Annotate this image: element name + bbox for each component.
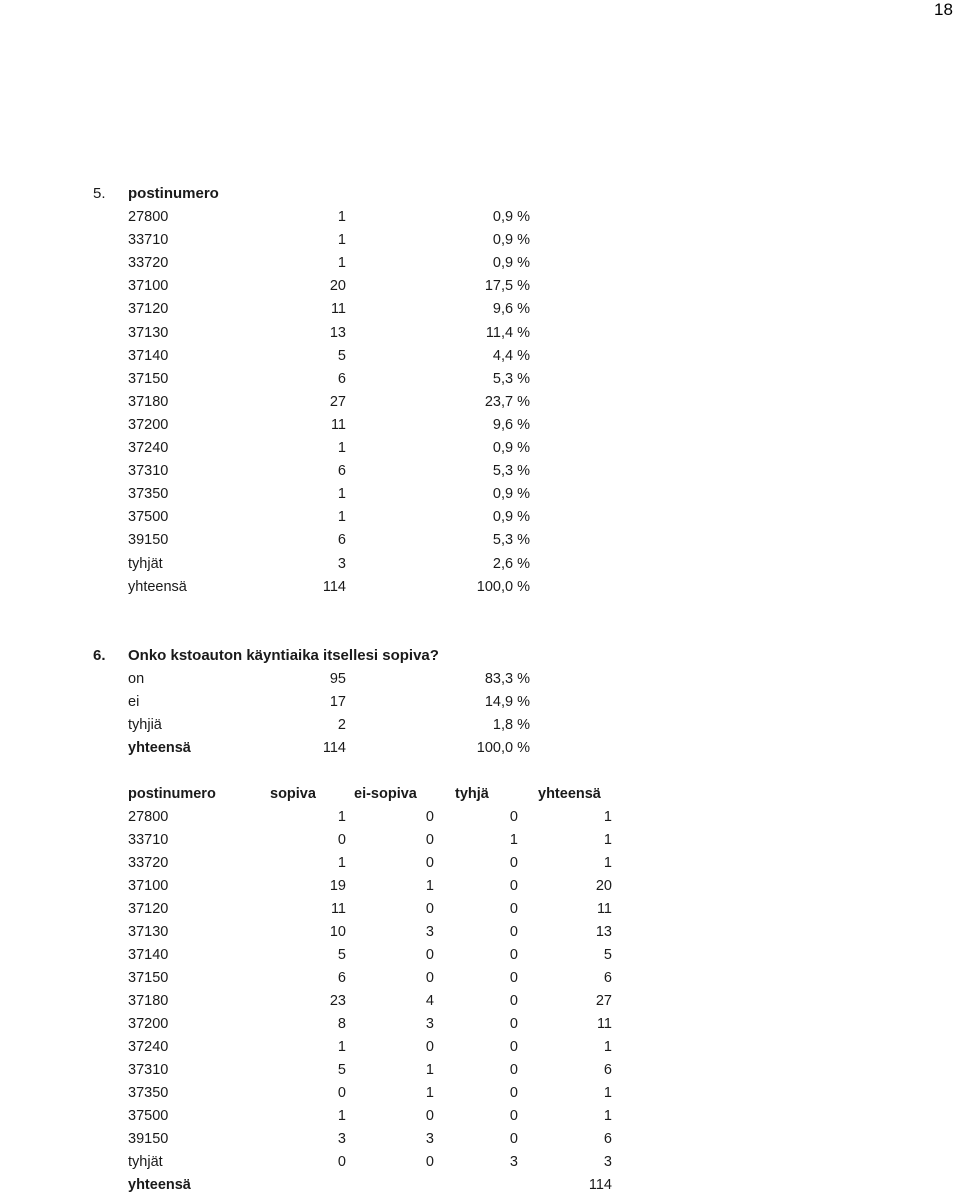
- row-value: 0: [509, 1062, 518, 1078]
- row-value: 0: [509, 947, 518, 963]
- row-label: 37500: [128, 509, 169, 526]
- row-value: 6: [603, 1062, 612, 1078]
- table-row: [0, 990, 960, 1013]
- section-5-number: 5.: [93, 185, 106, 202]
- row-value: 0: [425, 855, 434, 871]
- row-percent: 83,3 %: [484, 671, 530, 687]
- row-value: 3: [425, 1131, 434, 1147]
- row-value: 1: [337, 1108, 346, 1124]
- row-value: 0: [425, 970, 434, 986]
- row-percent: 9,6 %: [492, 301, 530, 318]
- row-percent: 0,9 %: [492, 232, 530, 249]
- row-percent: 100,0 %: [476, 578, 530, 595]
- section-6-title: Onko kstoauton käyntiaika itsellesi sopiva?: [128, 647, 439, 664]
- page-number: 18: [934, 0, 953, 19]
- row-value: 0: [509, 901, 518, 917]
- row-count: 6: [337, 370, 346, 387]
- row-label: 37140: [128, 947, 169, 963]
- row-value: 1: [603, 809, 612, 825]
- row-label: 37240: [128, 1039, 169, 1055]
- table-row: [0, 391, 960, 414]
- row-percent: 11,4 %: [485, 324, 530, 341]
- table-row: [0, 345, 960, 368]
- row-value: 1: [509, 832, 518, 848]
- row-value: 27: [595, 993, 612, 1009]
- row-label: 27800: [128, 209, 169, 225]
- row-percent: 14,9 %: [484, 694, 530, 711]
- row-count: 1: [337, 255, 346, 272]
- row-label: tyhjiä: [128, 717, 162, 734]
- row-value: 1: [337, 1039, 346, 1055]
- row-label: 37200: [128, 1016, 169, 1032]
- table-row: [0, 967, 960, 990]
- row-count: 1: [337, 486, 346, 503]
- row-value: 8: [337, 1016, 346, 1032]
- row-percent: 5,3 %: [492, 370, 530, 387]
- row-label: yhteensä: [128, 1177, 191, 1193]
- row-value: 0: [509, 1131, 518, 1147]
- row-count: 20: [329, 278, 346, 295]
- row-value: 1: [425, 878, 434, 894]
- row-label: 37100: [128, 278, 169, 295]
- row-label: 37100: [128, 878, 169, 894]
- row-percent: 0,9 %: [492, 255, 530, 272]
- table-row: [0, 1082, 960, 1105]
- row-value: 0: [425, 809, 434, 825]
- row-value: 5: [603, 947, 612, 963]
- row-value: 20: [595, 878, 612, 894]
- row-value: 0: [425, 1039, 434, 1055]
- row-value: 11: [596, 901, 612, 917]
- row-value: 3: [509, 1154, 518, 1170]
- row-value: 1: [603, 855, 612, 871]
- table-row: [0, 368, 960, 391]
- table-row: [0, 1036, 960, 1059]
- row-label: 37180: [128, 393, 169, 410]
- row-label: 37130: [128, 924, 169, 940]
- header-tyhja: tyhjä: [455, 786, 489, 802]
- table-row: [0, 1128, 960, 1151]
- row-value: 1: [425, 1062, 434, 1078]
- row-label: 37150: [128, 370, 169, 387]
- row-value: 0: [509, 809, 518, 825]
- row-percent: 5,3 %: [492, 463, 530, 480]
- section-6-number: 6.: [93, 647, 106, 664]
- table-row: [0, 298, 960, 321]
- row-label: 27800: [128, 809, 169, 825]
- header-ei-sopiva: ei-sopiva: [354, 786, 417, 802]
- row-value: 1: [603, 1039, 612, 1055]
- row-percent: 0,9 %: [492, 486, 530, 503]
- row-label: yhteensä: [128, 578, 187, 595]
- table-row: [0, 414, 960, 437]
- header-sopiva: sopiva: [270, 786, 316, 802]
- row-count: 17: [329, 694, 346, 711]
- row-value: 23: [329, 993, 346, 1009]
- table-row: [0, 668, 960, 691]
- row-count: 2: [337, 717, 346, 734]
- table-row: [0, 576, 960, 599]
- row-label: 33720: [128, 255, 169, 272]
- row-value: 5: [337, 1062, 346, 1078]
- row-label: 37200: [128, 416, 169, 433]
- row-value: 1: [603, 1108, 612, 1124]
- table-row: [0, 206, 960, 229]
- row-percent: 100,0 %: [476, 740, 530, 757]
- table-row: [0, 1013, 960, 1036]
- row-value: 0: [425, 1154, 434, 1170]
- row-label: 37350: [128, 486, 169, 503]
- row-value: 0: [509, 878, 518, 894]
- table-row: [0, 529, 960, 552]
- table-row: [0, 1059, 960, 1082]
- row-value: 3: [603, 1154, 612, 1170]
- table-row: [0, 322, 960, 345]
- row-label: 37130: [128, 324, 169, 341]
- row-value: 1: [337, 855, 346, 871]
- row-label: 33720: [128, 855, 169, 871]
- table-row: [0, 460, 960, 483]
- row-count: 6: [337, 463, 346, 480]
- table-row: [0, 714, 960, 737]
- table-row: [0, 852, 960, 875]
- row-value: 6: [337, 970, 346, 986]
- row-value: 11: [596, 1016, 612, 1032]
- row-label: tyhjät: [128, 1154, 163, 1170]
- row-value: 0: [509, 970, 518, 986]
- row-label: 37310: [128, 1062, 169, 1078]
- row-count: 6: [337, 532, 346, 549]
- row-value: 0: [425, 832, 434, 848]
- row-label: 33710: [128, 232, 169, 249]
- row-value: 19: [329, 878, 346, 894]
- table-row: [0, 506, 960, 529]
- row-percent: 5,3 %: [492, 532, 530, 549]
- row-label: yhteensä: [128, 740, 191, 757]
- row-value: 0: [337, 832, 346, 848]
- row-percent: 0,9 %: [492, 440, 530, 456]
- row-value: 3: [337, 1131, 346, 1147]
- row-value: 0: [509, 1039, 518, 1055]
- table-header-row: [0, 783, 960, 806]
- row-value: 1: [603, 832, 612, 848]
- table-row: [0, 437, 960, 460]
- table-row: [0, 806, 960, 829]
- row-label: on: [128, 671, 145, 687]
- row-label: 37180: [128, 993, 169, 1009]
- row-value: 0: [425, 1108, 434, 1124]
- row-value: 11: [330, 901, 346, 917]
- row-count: 114: [322, 740, 346, 757]
- row-count: 27: [329, 393, 346, 410]
- row-value: 3: [425, 924, 434, 940]
- row-count: 5: [337, 347, 346, 364]
- table-row: [0, 252, 960, 275]
- row-label: 37500: [128, 1108, 169, 1124]
- table-row: [0, 483, 960, 506]
- row-percent: 0,9 %: [492, 509, 530, 526]
- table-row: [0, 229, 960, 252]
- section-5-title: postinumero: [128, 185, 219, 202]
- row-percent: 9,6 %: [492, 416, 530, 433]
- row-count: 1: [337, 509, 346, 526]
- row-label: 37240: [128, 440, 169, 456]
- row-value: 10: [329, 924, 346, 940]
- table-row: [0, 944, 960, 967]
- table-row: [0, 875, 960, 898]
- row-value: 4: [425, 993, 434, 1009]
- row-label: 37120: [128, 301, 169, 318]
- row-value: 1: [603, 1085, 612, 1101]
- row-count: 1: [337, 209, 346, 225]
- table-row: [0, 275, 960, 298]
- row-label: 33710: [128, 832, 169, 848]
- row-value: 0: [509, 1016, 518, 1032]
- row-value: 5: [337, 947, 346, 963]
- row-percent: 2,6 %: [492, 555, 530, 572]
- row-value: 6: [603, 970, 612, 986]
- row-percent: 23,7 %: [484, 393, 530, 410]
- table-row: [0, 1151, 960, 1174]
- row-percent: 1,8 %: [492, 717, 530, 734]
- row-percent: 4,4 %: [492, 347, 530, 364]
- row-count: 114: [322, 578, 346, 595]
- table-row: [0, 898, 960, 921]
- row-count: 11: [330, 301, 346, 318]
- row-value: 6: [603, 1131, 612, 1147]
- table-row: [0, 737, 960, 760]
- row-label: 37150: [128, 970, 169, 986]
- table-row: [0, 921, 960, 944]
- row-count: 11: [330, 416, 346, 433]
- row-label: 39150: [128, 1131, 169, 1147]
- row-value: 13: [595, 924, 612, 940]
- row-value: 0: [425, 947, 434, 963]
- row-value: 0: [509, 1108, 518, 1124]
- row-count: 13: [329, 324, 346, 341]
- row-value: 3: [425, 1016, 434, 1032]
- table-row: [0, 829, 960, 852]
- row-value: 0: [509, 1085, 518, 1101]
- table-row: [0, 691, 960, 714]
- table-row: [0, 553, 960, 576]
- row-count: 3: [337, 555, 346, 572]
- row-count: 1: [337, 440, 346, 456]
- row-value: 0: [509, 855, 518, 871]
- row-value: 0: [509, 924, 518, 940]
- row-label: 39150: [128, 532, 169, 549]
- header-yhteensa: yhteensä: [538, 786, 601, 802]
- row-count: 1: [337, 232, 346, 249]
- row-percent: 0,9 %: [492, 209, 530, 225]
- row-value: 1: [425, 1085, 434, 1101]
- row-value: 0: [425, 901, 434, 917]
- row-percent: 17,5 %: [484, 278, 530, 295]
- row-value: 0: [509, 993, 518, 1009]
- row-label: 37120: [128, 901, 169, 917]
- header-postinumero: postinumero: [128, 786, 216, 802]
- row-value: 0: [337, 1154, 346, 1170]
- row-value: 0: [337, 1085, 346, 1101]
- row-count: 95: [329, 671, 346, 687]
- row-value: 114: [588, 1177, 612, 1193]
- row-label: 37350: [128, 1085, 169, 1101]
- row-value: 1: [337, 809, 346, 825]
- row-label: 37310: [128, 463, 169, 480]
- row-label: ei: [128, 694, 140, 711]
- row-label: tyhjät: [128, 555, 163, 572]
- table-row: [0, 1105, 960, 1128]
- row-label: 37140: [128, 347, 169, 364]
